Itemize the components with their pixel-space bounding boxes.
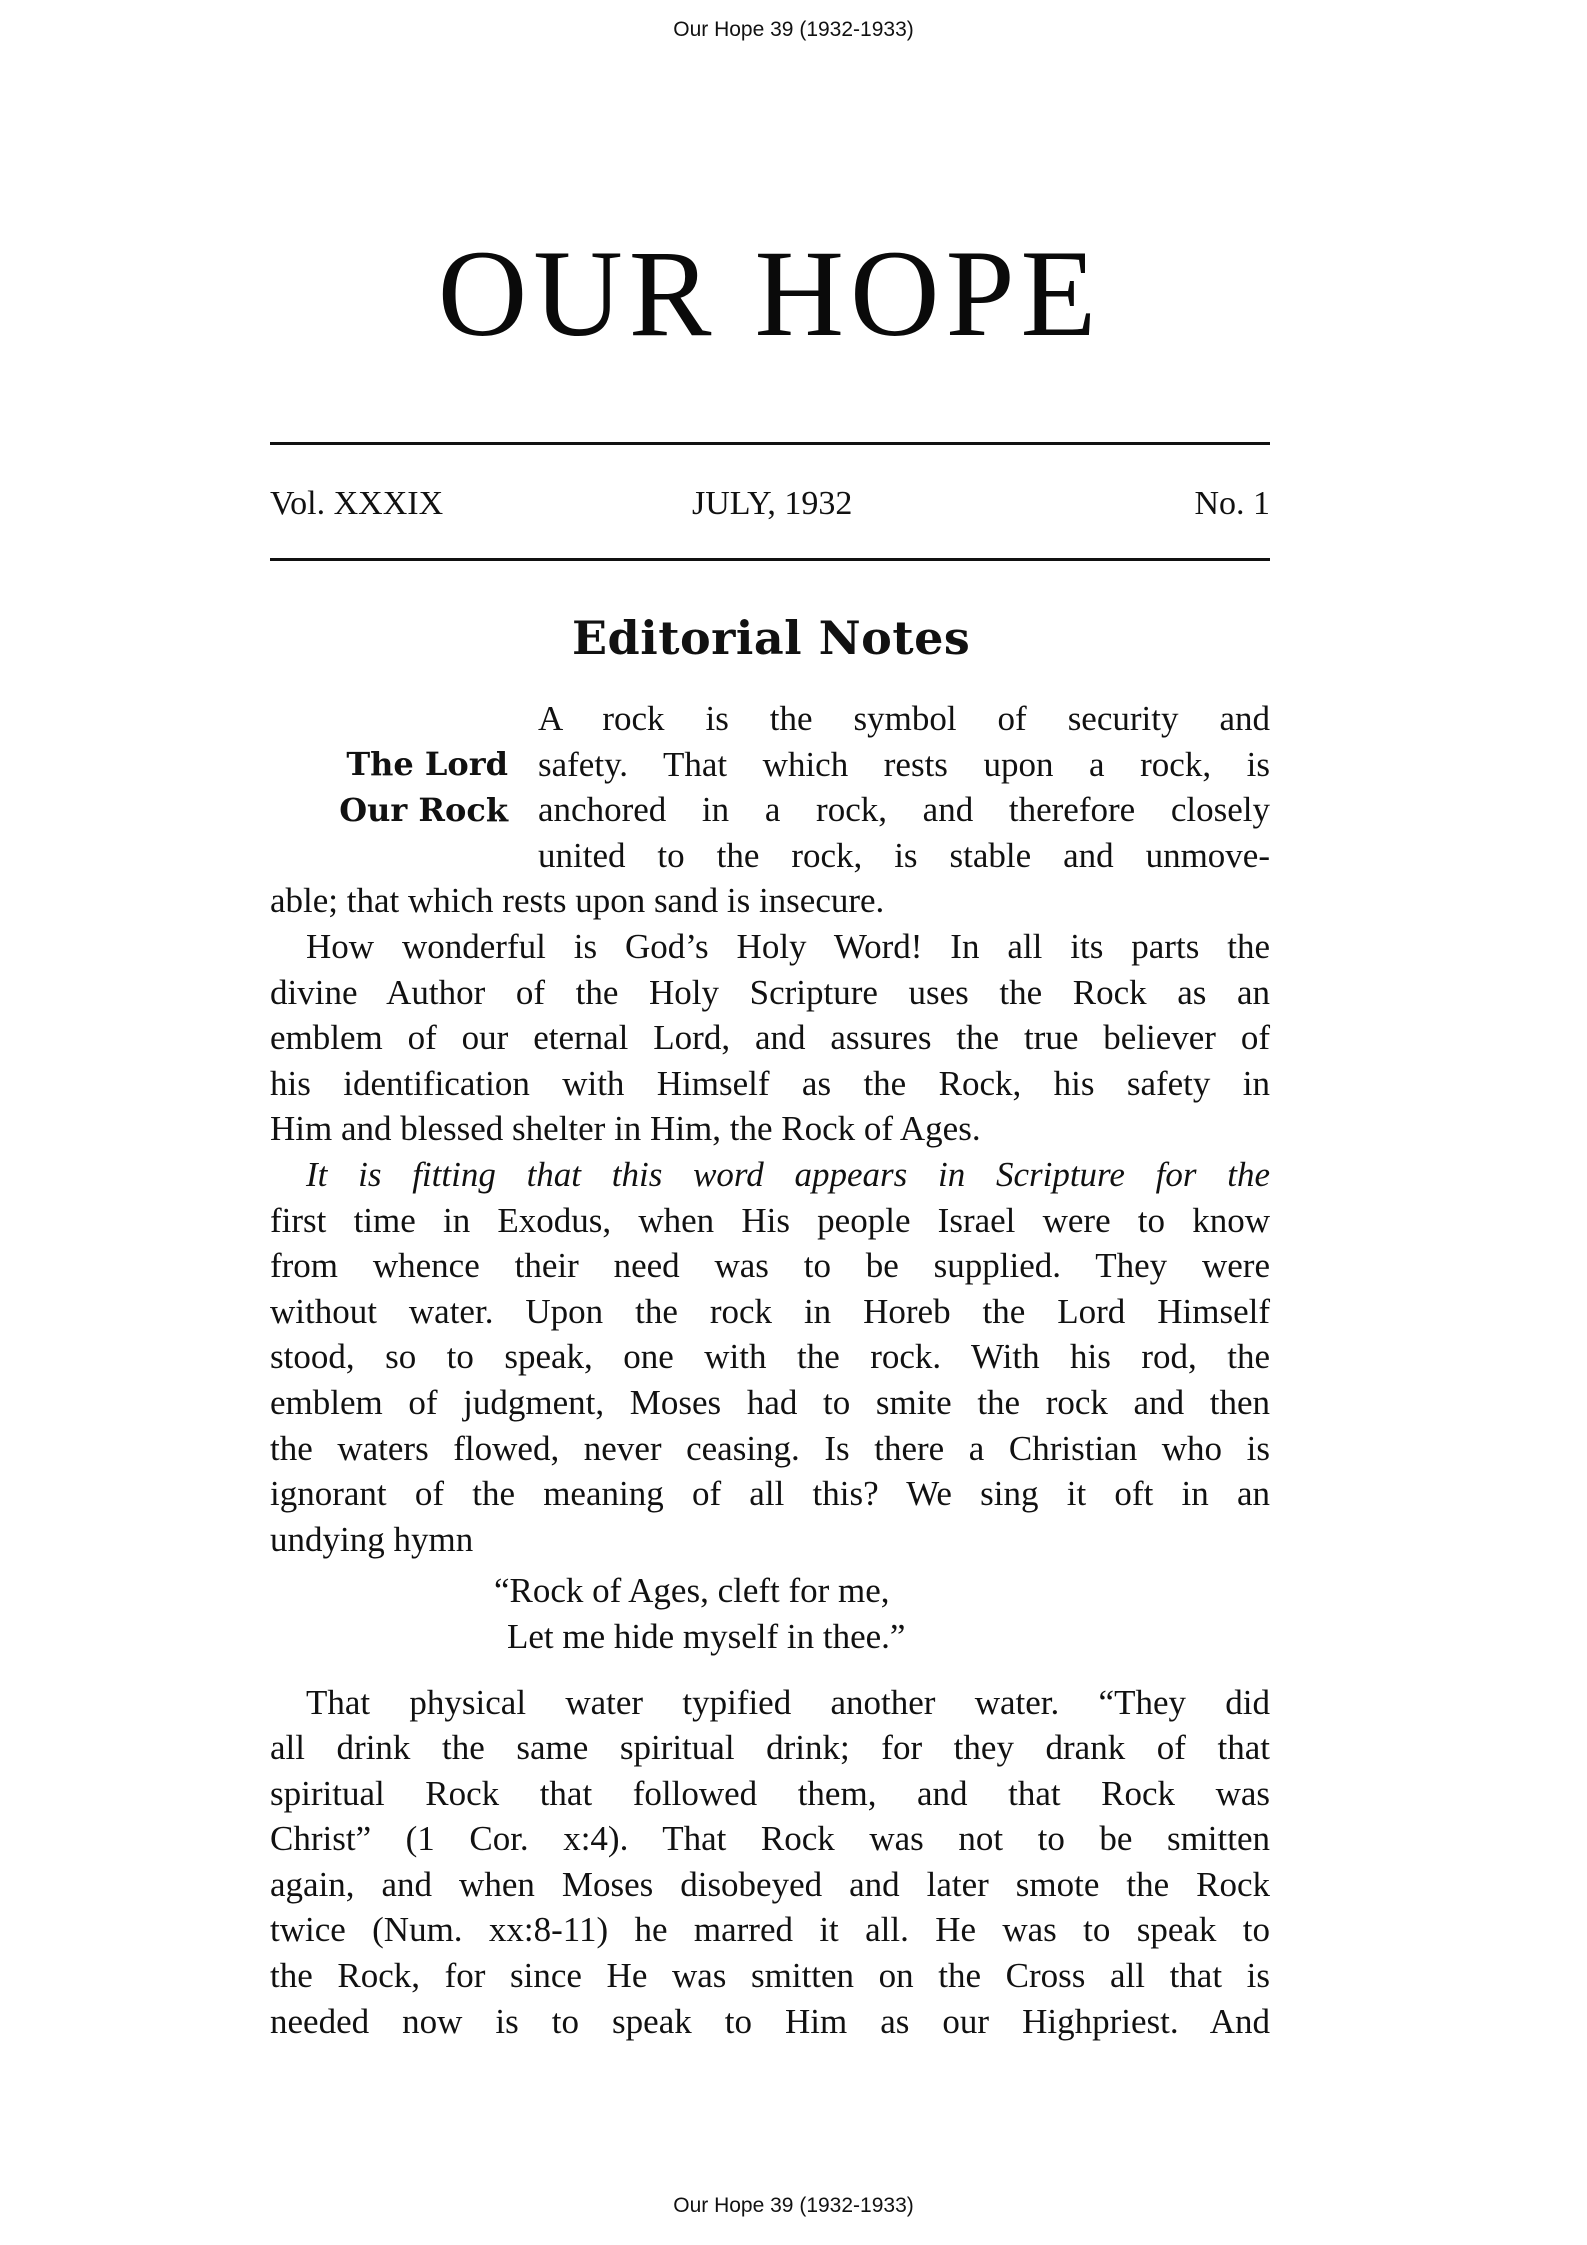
- text-line: undying hymn: [270, 1520, 474, 1559]
- text-line: How wonderful is God’s Holy Word! In all its parts the: [306, 927, 1270, 966]
- hymn-verse-line: “Rock of Ages, cleft for me,: [494, 1571, 890, 1610]
- running-footer: Our Hope 39 (1932-1933): [673, 2194, 914, 2217]
- text-line: anchored in a rock, and therefore closely: [538, 790, 1270, 829]
- text-line: his identification with Himself as the Rock, his safety in: [270, 1064, 1270, 1103]
- text-line: It is fitting that this word appears in Scripture for the: [306, 1155, 1270, 1194]
- text-line: from whence their need was to be supplied. They were: [270, 1246, 1270, 1285]
- text-line: united to the rock, is stable and unmove-: [538, 836, 1270, 875]
- issue-date: JULY, 1932: [692, 485, 853, 522]
- text-line: Him and blessed shelter in Him, the Rock of Ages.: [270, 1109, 981, 1148]
- top-rule: [270, 442, 1270, 445]
- text-line: all drink the same spiritual drink; for they drank of that: [270, 1728, 1270, 1767]
- text-line: the Rock, for since He was smitten on the Cross all that is: [270, 1956, 1270, 1995]
- masthead-title: OUR HOPE: [437, 225, 1103, 362]
- issue-number: No. 1: [1194, 485, 1270, 522]
- text-line: That physical water typified another water. “They did: [306, 1683, 1270, 1722]
- text-line: spiritual Rock that followed them, and that Rock was: [270, 1774, 1270, 1813]
- text-line: emblem of our eternal Lord, and assures the true believer of: [270, 1018, 1270, 1057]
- text-line: first time in Exodus, when His people Israel were to know: [270, 1201, 1270, 1240]
- side-heading-line: The Lord: [346, 745, 508, 783]
- text-line: the waters flowed, never ceasing. Is there a Christian who is: [270, 1429, 1270, 1468]
- text-line: stood, so to speak, one with the rock. With his rod, the: [270, 1337, 1270, 1376]
- hymn-verse-line: Let me hide myself in thee.”: [507, 1617, 906, 1656]
- text-line: able; that which rests upon sand is insecure.: [270, 881, 885, 920]
- text-line: needed now is to speak to Him as our Highpriest. And: [270, 2002, 1270, 2041]
- side-heading-line: Our Rock: [339, 790, 508, 829]
- text-line: emblem of judgment, Moses had to smite the rock and then: [270, 1383, 1270, 1422]
- text-line: again, and when Moses disobeyed and later smote the Rock: [270, 1865, 1270, 1904]
- text-line: A rock is the symbol of security and: [538, 699, 1270, 738]
- section-title: Editorial Notes: [572, 611, 971, 665]
- issue-volume: Vol. XXXIX: [270, 485, 444, 522]
- running-header: Our Hope 39 (1932-1933): [673, 18, 914, 41]
- text-line: safety. That which rests upon a rock, is: [538, 745, 1270, 784]
- text-line: twice (Num. xx:8-11) he marred it all. He was to speak to: [270, 1910, 1270, 1949]
- text-line: ignorant of the meaning of all this? We sing it oft in an: [270, 1474, 1270, 1513]
- bottom-rule: [270, 558, 1270, 561]
- text-line: without water. Upon the rock in Horeb the Lord Himself: [270, 1292, 1270, 1331]
- text-line: divine Author of the Holy Scripture uses the Rock as an: [270, 973, 1270, 1012]
- side-heading: [320, 742, 508, 833]
- text-line: Christ” (1 Cor. x:4). That Rock was not to be smitten: [270, 1819, 1270, 1858]
